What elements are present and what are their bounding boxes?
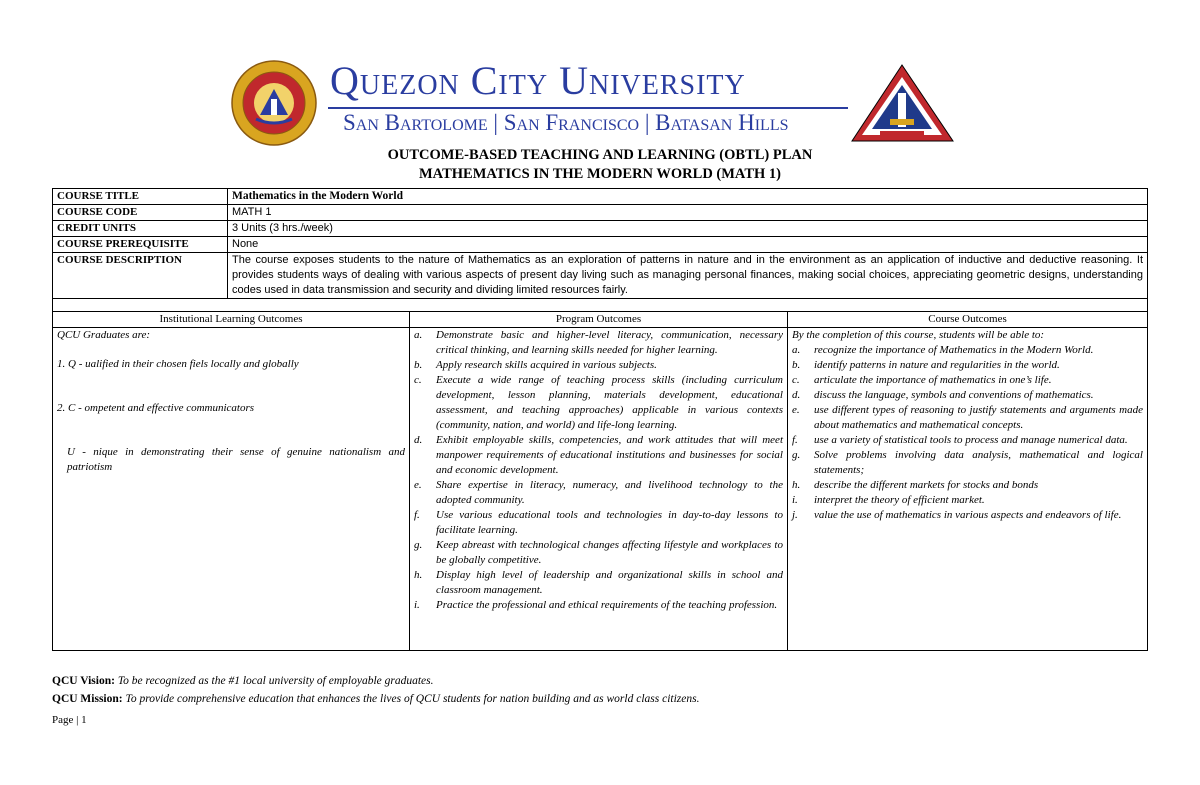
spacer-row [53, 299, 1148, 312]
footer [52, 672, 699, 708]
mission-label: QCU Mission: [52, 693, 123, 705]
credit-units-value: 3 Units (3 hrs./week) [228, 221, 1148, 237]
list-text: identify patterns in nature and regularities in the world. [814, 359, 1060, 371]
document-subtitle: MATHEMATICS IN THE MODERN WORLD (MATH 1) [419, 166, 781, 182]
list-item [414, 538, 783, 568]
ilo-item: 1. Q - ualified in their chosen fiels locally and globally [57, 358, 299, 370]
list-item [792, 433, 1143, 448]
list-marker: c. [414, 374, 422, 386]
list-text: discuss the language, symbols and conventions of mathematics. [814, 389, 1094, 401]
list-text: describe the different markets for stocks and bonds [814, 479, 1039, 491]
list-text: Apply research skills acquired in various subjects. [436, 359, 657, 371]
list-marker: e. [792, 404, 800, 416]
list-marker: b. [792, 359, 801, 371]
course-code-value: MATH 1 [228, 205, 1148, 221]
po-cell [410, 328, 788, 651]
co-header: Course Outcomes [788, 312, 1148, 328]
list-marker: g. [414, 539, 423, 551]
co-list [792, 343, 1143, 523]
list-text: use different types of reasoning to justify statements and arguments made about mathematics and mathematical concepts. [814, 404, 1143, 431]
vision-line [52, 672, 699, 690]
list-text: Display high level of leadership and organizational skills in school and classroom management. [436, 569, 783, 596]
list-text: Execute a wide range of teaching process skills (including curriculum development, lesson planning, materials development, educational assessment, and teaching approaches) applicable in various contexts (community, nation, and world) and life-long learning. [436, 374, 783, 431]
list-item [792, 388, 1143, 403]
campus-list: San Bartolome | San Francisco | Batasan Hills [343, 110, 789, 135]
po-list [414, 328, 783, 613]
list-item [792, 493, 1143, 508]
list-text: Solve problems involving data analysis, mathematical and logical statements; [814, 449, 1143, 476]
ilo-cell [53, 328, 410, 651]
list-marker: f. [792, 434, 798, 446]
vision-label: QCU Vision: [52, 675, 115, 687]
course-info-table [52, 188, 1148, 651]
list-marker: h. [792, 479, 801, 491]
co-intro: By the completion of this course, students will be able to: [792, 329, 1045, 341]
list-text: Practice the professional and ethical requirements of the teaching profession. [436, 599, 778, 611]
prerequisite-value: None [228, 237, 1148, 253]
list-text: use a variety of statistical tools to process and manage numerical data. [814, 434, 1128, 446]
list-item [792, 478, 1143, 493]
course-code-label: COURSE CODE [53, 205, 228, 221]
list-marker: d. [792, 389, 801, 401]
list-marker: e. [414, 479, 422, 491]
list-marker: h. [414, 569, 423, 581]
list-text: Keep abreast with technological changes affecting lifestyle and workplaces to be globally competitive. [436, 539, 783, 566]
list-item [792, 373, 1143, 388]
course-description-value: The course exposes students to the nature of Mathematics as an exploration of patterns in nature and in the environment as an application of inductive and deductive reasoning. It provides students ways of dealing with various aspects of present day living such as managing personal finances, making social choices, appreciating geometric designs, understanding codes used in data transmission and security and dividing limited resources fairly. [228, 253, 1148, 299]
list-marker: j. [792, 509, 798, 521]
list-marker: d. [414, 434, 423, 446]
list-marker: a. [414, 329, 423, 341]
table-row [53, 205, 1148, 221]
list-marker: i. [792, 494, 798, 506]
list-text: Share expertise in literacy, numeracy, and livelihood technology to the adopted community. [436, 479, 783, 506]
ilo-item: 2. C - ompetent and effective communicators [57, 402, 255, 414]
list-text: articulate the importance of mathematics in one’s life. [814, 374, 1052, 386]
outcomes-header-row [53, 312, 1148, 328]
credit-units-label: CREDIT UNITS [53, 221, 228, 237]
list-marker: c. [792, 374, 800, 386]
list-text: value the use of mathematics in various aspects and endeavors of life. [814, 509, 1122, 521]
po-header: Program Outcomes [410, 312, 788, 328]
list-item [414, 598, 783, 613]
list-text: Demonstrate basic and higher-level literacy, communication, necessary critical thinking, and learning skills needed for higher learning. [436, 329, 783, 356]
list-item [414, 358, 783, 373]
list-text: Use various educational tools and technologies in day-to-day lessons to facilitate learning. [436, 509, 783, 536]
list-marker: f. [414, 509, 420, 521]
document-title-block [0, 146, 1200, 184]
co-cell [788, 328, 1148, 651]
list-text: interpret the theory of efficient market. [814, 494, 985, 506]
list-item [792, 403, 1143, 433]
vision-text: To be recognized as the #1 local university of employable graduates. [117, 675, 434, 687]
list-marker: g. [792, 449, 801, 461]
prerequisite-label: COURSE PREREQUISITE [53, 237, 228, 253]
list-marker: i. [414, 599, 420, 611]
list-text: Exhibit employable skills, competencies, and work attitudes that will meet manpower requirements of educational institutions and businesses for social and economic development. [436, 434, 783, 476]
page-number: Page | 1 [52, 714, 87, 726]
table-row [53, 237, 1148, 253]
university-seal-logo [230, 59, 318, 147]
list-text: recognize the importance of Mathematics in the Modern World. [814, 344, 1094, 356]
university-name: Quezon City University [330, 58, 746, 103]
table-row [53, 189, 1148, 205]
list-item [414, 568, 783, 598]
table-row [53, 253, 1148, 299]
list-item [414, 433, 783, 478]
list-marker: a. [792, 344, 801, 356]
quezon-city-seal-logo [850, 63, 955, 143]
ilo-item: U - nique in demonstrating their sense of genuine nationalism and patriotism [67, 446, 405, 473]
list-item [792, 448, 1143, 478]
list-item [414, 373, 783, 433]
table-row [53, 221, 1148, 237]
list-item [414, 328, 783, 358]
course-description-label: COURSE DESCRIPTION [53, 253, 228, 299]
header-rule [328, 107, 848, 109]
ilo-header: Institutional Learning Outcomes [53, 312, 410, 328]
list-item [792, 508, 1143, 523]
ilo-intro: QCU Graduates are: [57, 329, 151, 341]
list-item [414, 478, 783, 508]
course-title-value: Mathematics in the Modern World [228, 189, 1148, 205]
document-title: OUTCOME-BASED TEACHING AND LEARNING (OBTL) PLAN [387, 147, 813, 163]
list-item [792, 358, 1143, 373]
mission-line [52, 690, 699, 708]
outcomes-row [53, 328, 1148, 651]
list-item [414, 508, 783, 538]
mission-text: To provide comprehensive education that enhances the lives of QCU students for nation building and as world class citizens. [125, 693, 700, 705]
list-marker: b. [414, 359, 423, 371]
letterhead [230, 55, 960, 147]
list-item [792, 343, 1143, 358]
course-title-label: COURSE TITLE [53, 189, 228, 205]
